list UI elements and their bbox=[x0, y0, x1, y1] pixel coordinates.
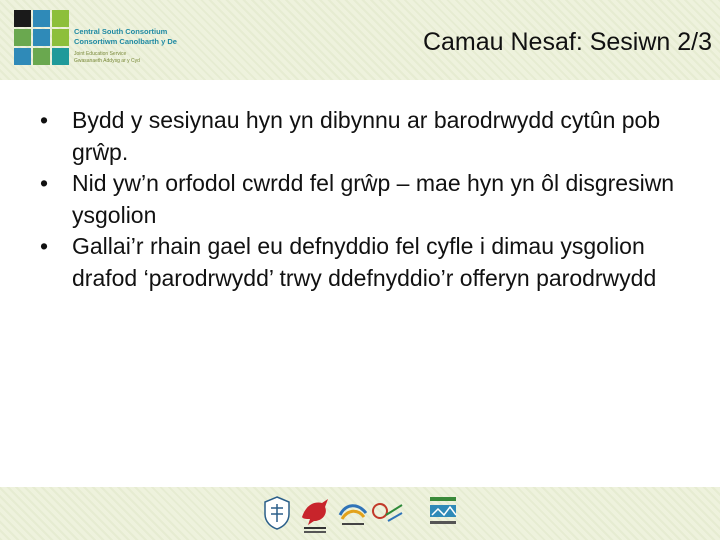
logo-text-line4: Gwasanaeth Addysg ar y Cyd bbox=[74, 58, 140, 64]
slide-title: Camau Nesaf: Sesiwn 2/3 bbox=[422, 28, 712, 56]
rhondda-logo bbox=[368, 495, 406, 529]
logo-square bbox=[52, 29, 69, 46]
consortium-logo bbox=[14, 10, 177, 74]
cardiff-dragon-logo bbox=[298, 495, 332, 535]
logo-text-line3: Joint Education Service bbox=[74, 51, 127, 57]
bridgend-logo bbox=[262, 495, 292, 531]
bullet-list bbox=[40, 105, 690, 294]
bullet-item: • Gallai’r rhain gael eu defnyddio fel cyfle i dimau ysgolion drafod ‘parodrwydd’ trwy ddefnyddio’r offeryn parodrwydd bbox=[40, 231, 690, 294]
logo-square bbox=[14, 10, 31, 27]
logo-square bbox=[52, 48, 69, 65]
logo-square bbox=[33, 10, 50, 27]
logo-square bbox=[14, 48, 31, 65]
vale-logo bbox=[428, 495, 458, 529]
logo-text-line1: Central South Consortium bbox=[74, 27, 168, 36]
bullet-item: • Nid yw’n orfodol cwrdd fel grŵp – mae hyn yn ôl disgresiwn ysgolion bbox=[40, 168, 690, 231]
logo-square bbox=[33, 48, 50, 65]
bullet-item: • Bydd y sesiynau hyn yn dibynnu ar barodrwydd cytûn pob grŵp. bbox=[40, 105, 690, 168]
logo-square bbox=[52, 10, 69, 27]
logo-text-line2: Consortiwm Canolbarth y De bbox=[74, 37, 177, 46]
logo-square bbox=[33, 29, 50, 46]
logo-square bbox=[14, 29, 31, 46]
merthyr-logo bbox=[336, 495, 370, 531]
